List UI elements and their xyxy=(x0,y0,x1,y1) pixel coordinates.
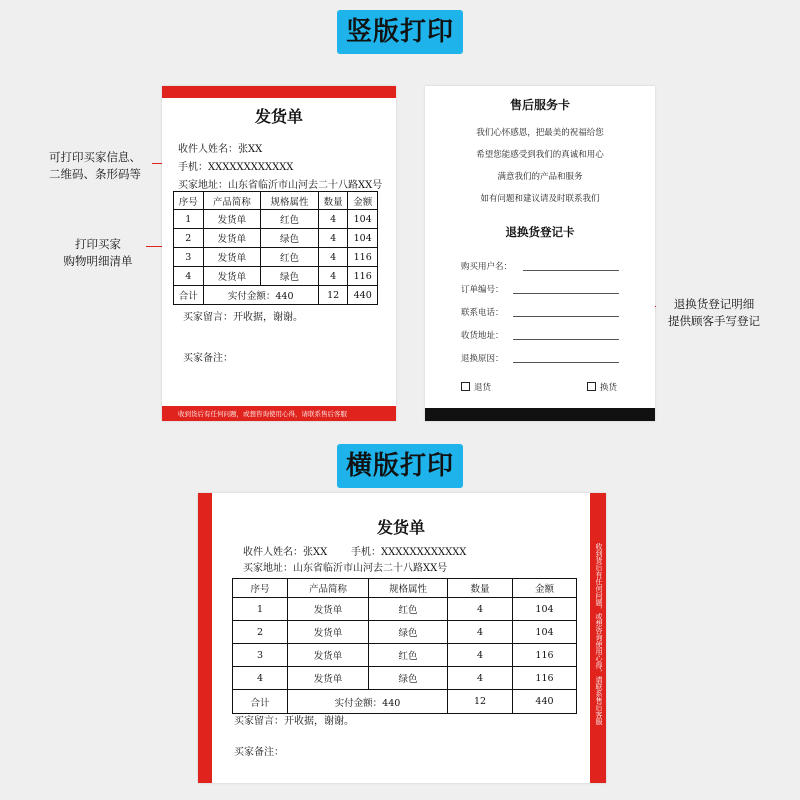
field-line xyxy=(513,316,619,317)
col-header: 序号 xyxy=(233,579,288,598)
thanks-line: 我们心怀感恩，把最美的祝福给您 xyxy=(476,128,604,138)
buyer-message: 买家留言：开收据，谢谢。 xyxy=(183,312,303,323)
col-header: 数量 xyxy=(448,579,513,598)
col-header: 规格属性 xyxy=(369,579,448,598)
landscape-side-text: 收到货后有任何问题，或想咨询使用心得，请联系售后客服 xyxy=(595,543,603,725)
checkbox-icon xyxy=(461,382,470,391)
col-header: 金额 xyxy=(348,192,378,210)
annotation-return-detail: 退换货登记明细 提供顾客手写登记 xyxy=(668,297,760,328)
field-label: 退换原因： xyxy=(461,354,504,364)
col-header: 数量 xyxy=(318,192,348,210)
field-line xyxy=(513,362,619,363)
annotation-purchase-list: 打印买家 购物明细清单 xyxy=(63,237,133,268)
col-header: 序号 xyxy=(174,192,204,210)
buyer-remark: 买家备注： xyxy=(183,353,233,364)
recipient-name: 收件人姓名：张XX xyxy=(178,144,263,155)
col-header: 规格属性 xyxy=(261,192,319,210)
invoice-footer: 收到货后有任何问题，或想咨询使用心得，请联系售后客服 xyxy=(178,410,347,418)
table-row: 4 发货单 绿色 4 116 xyxy=(233,667,577,690)
landscape-left-bar xyxy=(198,493,212,783)
field-label: 购买用户名： xyxy=(461,262,513,272)
service-card-title: 售后服务卡 xyxy=(509,98,570,112)
landscape-banner: 横版打印 xyxy=(337,444,463,488)
landscape-recipient: 收件人姓名：张XX xyxy=(243,547,328,558)
landscape-title: 发货单 xyxy=(376,518,425,537)
invoice-top-bar xyxy=(162,86,396,98)
thanks-line: 如有问题和建议请及时联系我们 xyxy=(480,194,600,204)
field-label: 联系电话： xyxy=(461,308,504,318)
phone: 手机：XXXXXXXXXXXX xyxy=(178,162,294,173)
purchase-table xyxy=(173,191,378,305)
thanks-line: 希望您能感受到我们的真诚和用心 xyxy=(476,150,604,160)
landscape-buyer-remark: 买家备注： xyxy=(234,747,284,758)
field-line xyxy=(513,339,619,340)
field-line xyxy=(523,270,619,271)
total-row: 合计 实付金额：440 12 440 xyxy=(174,286,378,305)
exchange-option: 换货 xyxy=(587,381,617,393)
table-row: 3 发货单 红色 4 116 xyxy=(174,248,378,267)
buyer-address: 买家地址：山东省临沂市山河去二十八路XX号 xyxy=(178,180,383,191)
col-header: 金额 xyxy=(513,579,577,598)
return-card-title: 退换货登记卡 xyxy=(505,225,575,239)
landscape-phone: 手机：XXXXXXXXXXXX xyxy=(351,547,467,558)
landscape-address: 买家地址：山东省临沂市山河去二十八路XX号 xyxy=(243,563,448,574)
return-option: 退货 xyxy=(461,381,491,393)
table-row: 3 发货单 红色 4 116 xyxy=(233,644,577,667)
landscape-buyer-message: 买家留言：开收据，谢谢。 xyxy=(234,716,354,727)
field-label: 收货地址： xyxy=(461,331,504,341)
thanks-line: 满意我们的产品和服务 xyxy=(497,172,583,182)
service-card-bottom-bar xyxy=(425,408,655,421)
col-header: 产品简称 xyxy=(203,192,261,210)
paid-amount: 实付金额：440 xyxy=(288,690,448,714)
invoice-title: 发货单 xyxy=(254,107,303,126)
col-header: 产品简称 xyxy=(288,579,369,598)
field-line xyxy=(513,293,619,294)
portrait-invoice xyxy=(162,86,396,421)
table-row: 4 发货单 绿色 4 116 xyxy=(174,267,378,286)
paid-amount: 实付金额：440 xyxy=(203,286,318,305)
field-label: 订单编号： xyxy=(461,285,504,295)
table-row: 2 发货单 绿色 4 104 xyxy=(174,229,378,248)
total-row: 合计 实付金额：440 12 440 xyxy=(233,690,577,714)
portrait-banner: 竖版打印 xyxy=(337,10,463,54)
table-row: 1 发货单 红色 4 104 xyxy=(174,210,378,229)
landscape-purchase-table xyxy=(232,578,577,714)
annotation-buyer-info: 可打印买家信息、 二维码、条形码等 xyxy=(49,150,141,181)
landscape-invoice xyxy=(198,493,606,783)
table-row: 2 发货单 绿色 4 104 xyxy=(233,621,577,644)
checkbox-icon xyxy=(587,382,596,391)
service-card xyxy=(425,86,655,421)
table-row: 1 发货单 红色 4 104 xyxy=(233,598,577,621)
